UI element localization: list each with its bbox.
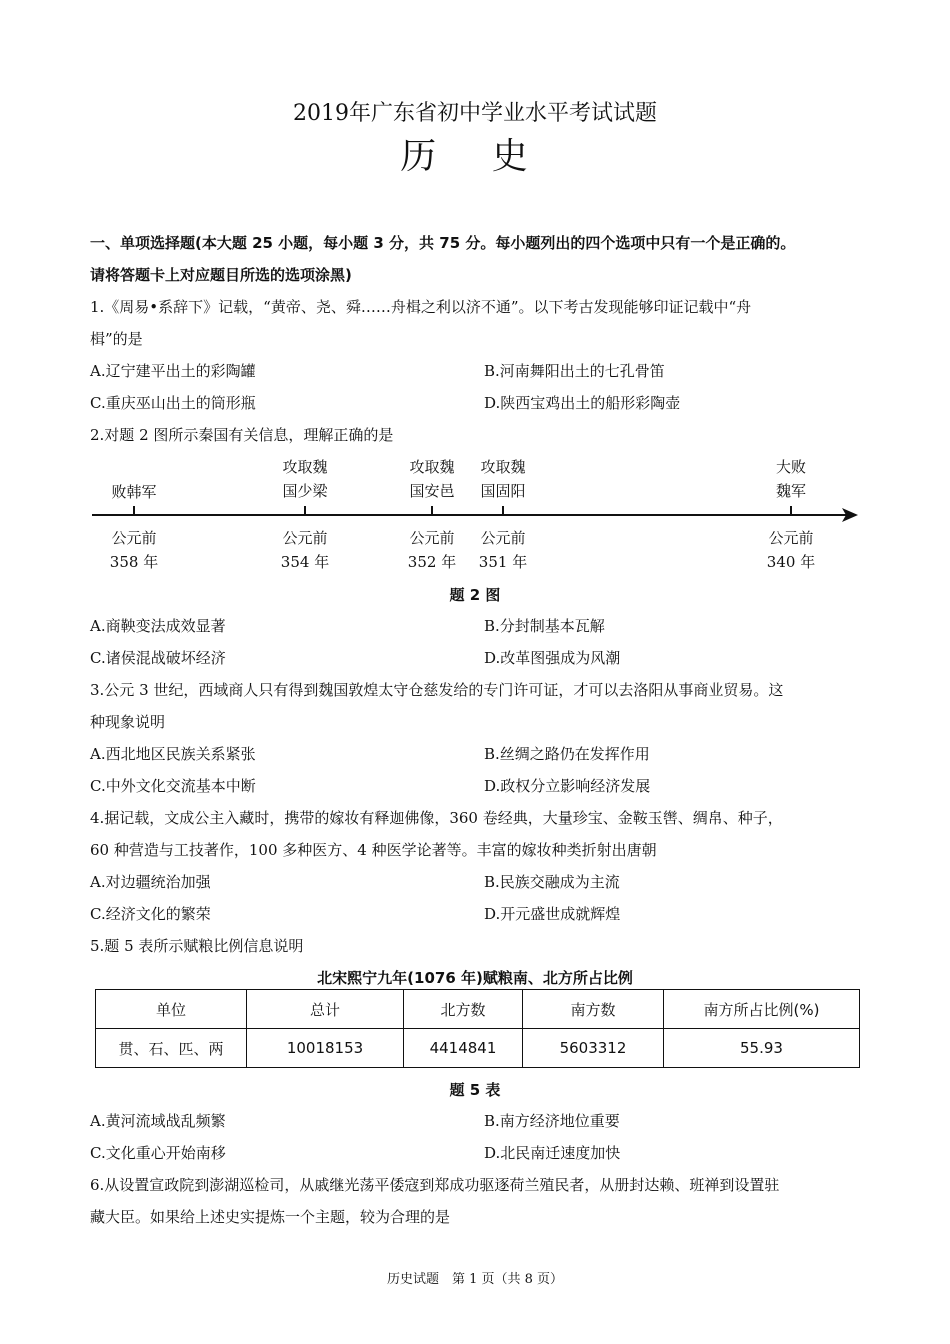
q4-option-a: A.对边疆统治加强: [90, 873, 211, 891]
q4-stem-line1: 4.据记载，文成公主入藏时，携带的嫁妆有释迦佛像，360 卷经典，大量珍宝、金鞍玉辔、绸帛、种子，: [90, 809, 783, 827]
timeline-year-354: 公元前 354 年: [280, 529, 330, 571]
q4-option-c: C.经济文化的繁荣: [90, 905, 211, 923]
table-cell: 10018153: [247, 1029, 404, 1068]
q4-option-d: D.开元盛世成就辉煌: [484, 905, 621, 923]
timeline-event-351: 攻取魏 国固阳: [480, 458, 526, 500]
q1-option-c: C.重庆巫山出土的筒形瓶: [90, 394, 256, 412]
q2-option-a: A.商鞅变法成效显著: [90, 617, 226, 635]
timeline-year-340: 公元前 340 年: [766, 529, 816, 571]
timeline-year-358: 公元前 358 年: [109, 529, 159, 571]
q3-option-c: C.中外文化交流基本中断: [90, 777, 256, 795]
q1-stem-line1: 1.《周易•系辞下》记载，“黄帝、尧、舜……舟楫之利以济不通”。以下考古发现能够印证记载中“舟: [90, 298, 752, 316]
q6-stem-line1: 6.从设置宣政院到澎湖巡检司，从戚继光荡平倭寇到郑成功驱逐荷兰殖民者，从册封达赖、班禅到设置驻: [90, 1176, 780, 1194]
page-footer: 历史试题 第 1 页（共 8 页）: [386, 1272, 564, 1287]
table-header-cell: 北方数: [404, 990, 523, 1029]
q5-option-b: B.南方经济地位重要: [484, 1112, 620, 1130]
table-header-cell: 南方所占比例(%): [664, 990, 860, 1029]
table-header-cell: 南方数: [523, 990, 664, 1029]
q2-option-c: C.诸侯混战破坏经济: [90, 649, 226, 667]
q2-option-b: B.分封制基本瓦解: [484, 617, 605, 635]
table-cell: 5603312: [523, 1029, 664, 1068]
q6-stem-line2: 藏大臣。如果给上述史实提炼一个主题，较为合理的是: [90, 1208, 451, 1226]
q5-option-c: C.文化重心开始南移: [90, 1144, 226, 1162]
q5-table-title: 北宋熙宁九年(1076 年)赋粮南、北方所占比例: [317, 969, 633, 987]
timeline-year-352: 公元前 352 年: [407, 529, 457, 571]
q3-stem-line1: 3.公元 3 世纪，西域商人只有得到魏国敦煌太守仓慈发给的专门许可证，才可以去洛阳从事商业贸易。这: [90, 681, 784, 699]
q1-option-b: B.河南舞阳出土的七孔骨笛: [484, 362, 665, 380]
q1-option-d: D.陕西宝鸡出土的船形彩陶壶: [484, 394, 681, 412]
table-header-cell: 单位: [96, 990, 247, 1029]
q5-table: [95, 989, 860, 1068]
table-row: [96, 1029, 860, 1068]
q3-option-b: B.丝绸之路仍在发挥作用: [484, 745, 650, 763]
section-heading-line2: 请将答题卡上对应题目所选的选项涂黑): [90, 266, 352, 284]
timeline-event-358: 败韩军: [111, 483, 157, 501]
section-heading-line1: 一、单项选择题(本大题 25 小题，每小题 3 分，共 75 分。每小题列出的四个选项中只有一个是正确的。: [90, 234, 796, 252]
q4-stem-line2: 60 种营造与工技著作，100 多种医方、4 种医学论著等。丰富的嫁妆种类折射出唐朝: [90, 841, 657, 859]
q2-stem: 2.对题 2 图所示秦国有关信息，理解正确的是: [90, 426, 394, 444]
q2-option-d: D.改革图强成为风潮: [484, 649, 621, 667]
q3-stem-line2: 种现象说明: [90, 713, 166, 731]
table-cell: 4414841: [404, 1029, 523, 1068]
q5-stem: 5.题 5 表所示赋粮比例信息说明: [90, 937, 304, 955]
q5-option-d: D.北民南迁速度加快: [484, 1144, 621, 1162]
timeline-event-352: 攻取魏 国安邑: [409, 458, 455, 500]
q3-option-d: D.政权分立影响经济发展: [484, 777, 651, 795]
table-header-row: [96, 990, 860, 1029]
q5-table-caption: 题 5 表: [449, 1081, 501, 1099]
subject-title: 历 史: [400, 136, 550, 177]
q3-option-a: A.西北地区民族关系紧张: [90, 745, 256, 763]
q2-figure-caption: 题 2 图: [449, 586, 501, 604]
exam-title: 2019年广东省初中学业水平考试试题: [293, 101, 657, 126]
q4-option-b: B.民族交融成为主流: [484, 873, 620, 891]
timeline-year-351: 公元前 351 年: [478, 529, 528, 571]
timeline-event-354: 攻取魏 国少梁: [282, 458, 328, 500]
q5-option-a: A.黄河流域战乱频繁: [90, 1112, 226, 1130]
q1-option-a: A.辽宁建平出土的彩陶罐: [90, 362, 256, 380]
table-cell: 贯、石、匹、两: [96, 1029, 247, 1068]
q1-stem-line2: 楫”的是: [90, 330, 143, 348]
table-header-cell: 总计: [247, 990, 404, 1029]
table-cell: 55.93: [664, 1029, 860, 1068]
timeline-event-340: 大败 魏军: [775, 458, 806, 500]
